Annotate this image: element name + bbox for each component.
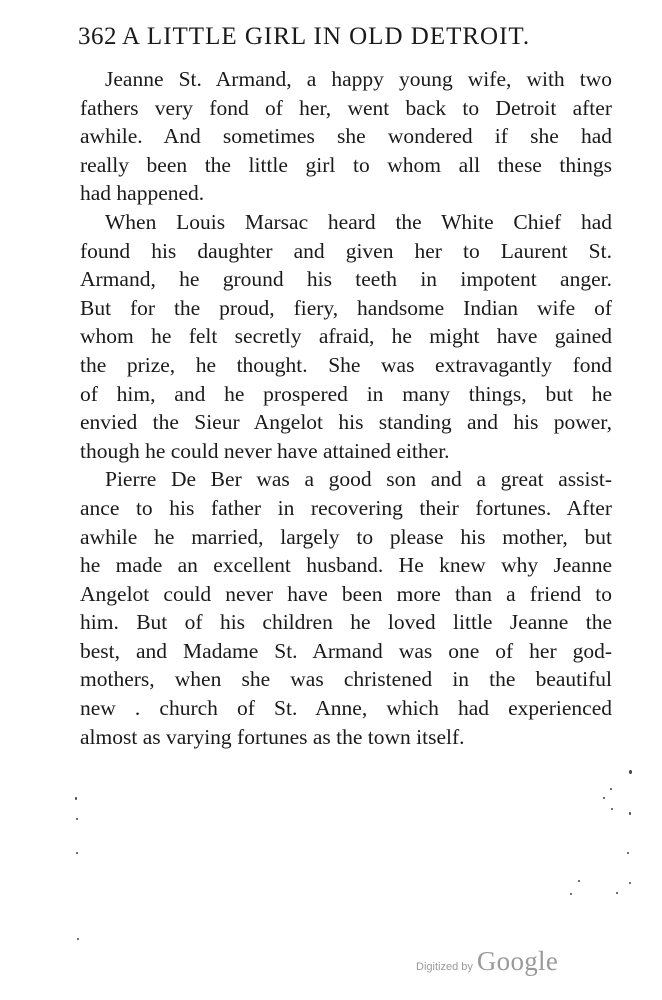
text-line: awhile he married, largely to please his mother, but	[80, 524, 612, 549]
page-number: 362	[78, 23, 117, 50]
scan-speck	[76, 818, 78, 820]
text-line: Armand, he ground his teeth in impotent anger.	[80, 267, 612, 292]
running-title: A LITTLE GIRL IN OLD DETROIT.	[122, 23, 531, 50]
text-line: whom he felt secretly afraid, he might have gained	[80, 324, 612, 349]
text-line: But for the proud, fiery, handsome Indian wife of	[80, 295, 612, 320]
text-line: found his daughter and given her to Laurent St.	[80, 238, 612, 263]
text-line: him. But of his children he loved little Jeanne the	[80, 610, 612, 635]
text-line: envied the Sieur Angelot his standing and his power,	[80, 410, 612, 435]
text-line: ance to his father in recovering their fortunes. After	[80, 495, 612, 520]
text-line: When Louis Marsac heard the White Chief had	[105, 209, 612, 234]
watermark-prefix: Digitized by	[416, 961, 473, 973]
text-line: best, and Madame St. Armand was one of her god-	[80, 638, 612, 663]
scan-speck	[616, 892, 618, 894]
scan-speck	[76, 852, 78, 854]
scan-speck	[578, 880, 580, 882]
text-line: mothers, when she was christened in the beautiful	[80, 667, 612, 692]
scan-speck	[610, 788, 612, 790]
google-logo: Google	[476, 946, 559, 976]
scan-speck	[611, 808, 613, 810]
scan-speck	[77, 938, 79, 940]
text-line: awhile. And sometimes she wondered if she had	[80, 124, 612, 149]
body-text	[80, 65, 612, 751]
text-line: Pierre De Ber was a good son and a great assist-	[105, 467, 612, 492]
text-line: new . church of St. Anne, which had experienced	[80, 696, 612, 721]
text-line: he made an excellent husband. He knew why Jeanne	[80, 553, 612, 578]
text-line: almost as varying fortunes as the town itself.	[80, 724, 465, 749]
digitized-watermark	[416, 946, 596, 980]
text-line: really been the little girl to whom all these things	[80, 152, 612, 177]
scan-speck	[629, 882, 631, 884]
scan-speck	[627, 852, 629, 854]
scan-speck	[75, 797, 77, 800]
text-line: the prize, he thought. She was extravagantly fond	[80, 352, 612, 377]
text-line: fathers very fond of her, went back to Detroit after	[80, 95, 612, 120]
scan-speck	[629, 812, 631, 815]
text-line: Angelot could never have been more than a friend to	[80, 581, 612, 606]
text-line: of him, and he prospered in many things, but he	[80, 381, 612, 406]
text-line: had happened.	[80, 181, 205, 206]
text-line: Jeanne St. Armand, a happy young wife, with two	[105, 67, 612, 91]
scan-speck	[629, 770, 632, 774]
scan-speck	[570, 893, 572, 895]
scan-speck	[603, 797, 605, 799]
text-line: though he could never have attained either.	[80, 438, 450, 463]
page-header	[78, 20, 618, 54]
